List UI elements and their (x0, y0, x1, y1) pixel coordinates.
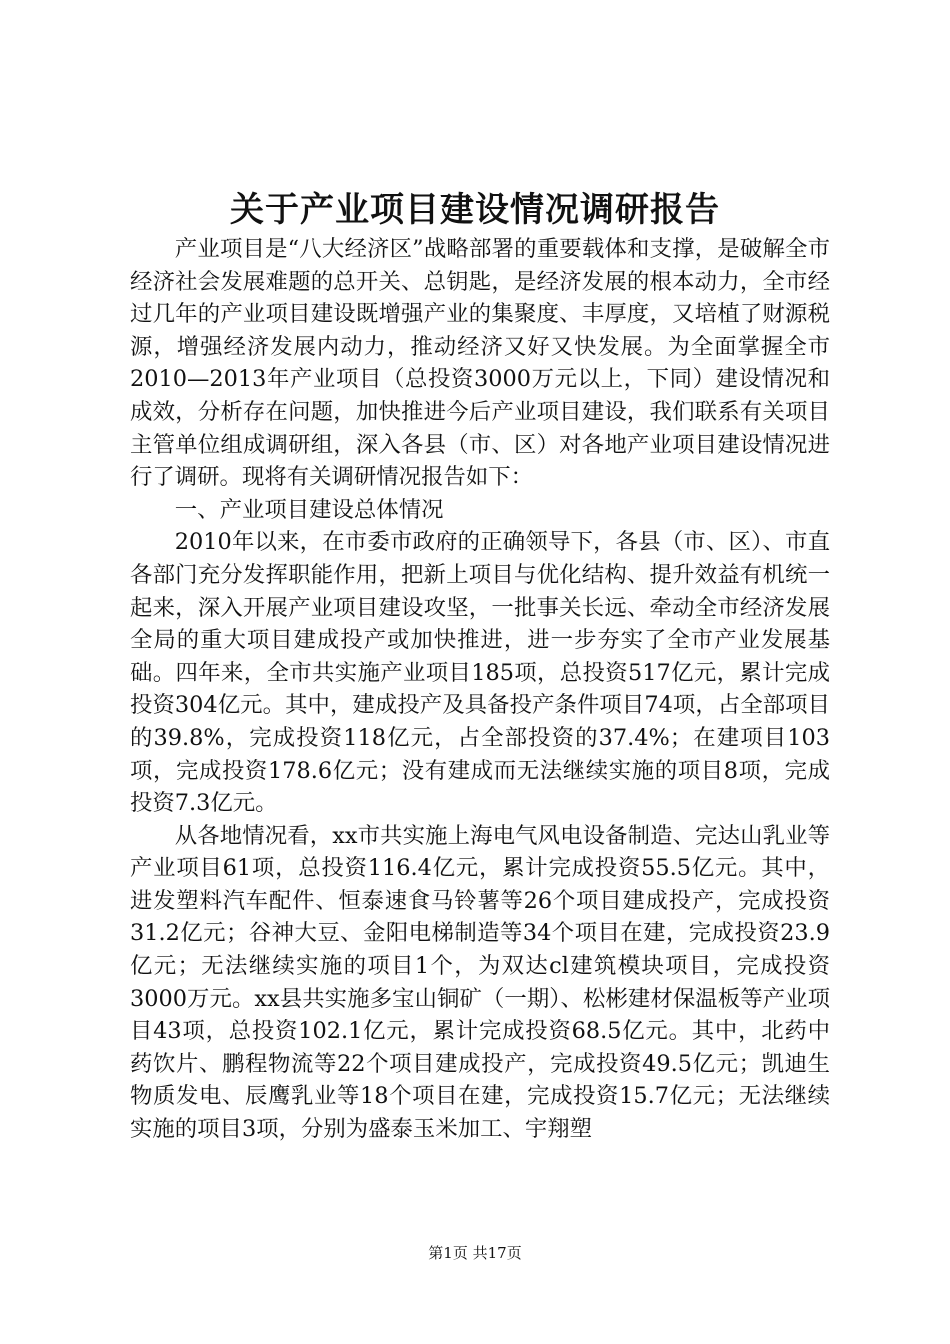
page-footer: 第1页 共17页 (428, 1244, 522, 1262)
regional-paragraph: 从各地情况看，xx市共实施上海电气风电设备制造、完达山乳业等产业项目61项，总投资116.4亿元，累计完成投资55.5亿元。其中，进发塑料汽车配件、恒泰速食马铃薯等26个项目建成投产，完成投资31.2亿元；谷神大豆、金阳电梯制造等34个项目在建，完成投资23.9亿元；无法继续实施的项目1个，为双达cl建筑模块项目，完成投资3000万元。xx县共实施多宝山铜矿（一期）、松彬建材保温板等产业项目43项，总投资102.1亿元，累计完成投资68.5亿元。其中，北药中药饮片、鹏程物流等22个项目建成投产，完成投资49.5亿元；凯迪生物质发电、辰鹰乳业等18个项目在建，完成投资15.7亿元；无法继续实施的项目3项，分别为盛泰玉米加工、宇翔塑 (130, 822, 830, 1143)
document-body (130, 233, 830, 1146)
document-title: 关于产业项目建设情况调研报告 (230, 190, 720, 230)
overall-paragraph: 2010年以来，在市委市政府的正确领导下，各县（市、区）、市直各部门充分发挥职能作用，把新上项目与优化结构、提升效益有机统一起来，深入开展产业项目建设攻坚，一批事关长远、牵动全市经济发展全局的重大项目建成投产或加快推进，进一步夯实了全市产业发展基础。四年来，全市共实施产业项目185项，总投资517亿元，累计完成投资304亿元。其中，建成投产及具备投产条件项目74项，占全部项目的39.8%，完成投资118亿元，占全部投资的37.4%；在建项目103项，完成投资178.6亿元；没有建成而无法继续实施的项目8项，完成投资7.3亿元。 (130, 529, 830, 817)
section-heading: 一、产业项目建设总体情况 (174, 496, 444, 523)
intro-paragraph: 产业项目是“八大经济区”战略部署的重要载体和支撑，是破解全市经济社会发展难题的总开关、总钥匙，是经济发展的根本动力，全市经过几年的产业项目建设既增强产业的集聚度、丰厚度，又培植了财源税源，增强经济发展内动力，推动经济又好又快发展。为全面掌握全市2010—2013年产业项目（总投资3000万元以上，下同）建设情况和成效，分析存在问题，加快推进今后产业项目建设，我们联系有关项目主管单位组成调研组，深入各县（市、区）对各地产业项目建设情况进行了调研。现将有关调研情况报告如下： (130, 236, 830, 491)
